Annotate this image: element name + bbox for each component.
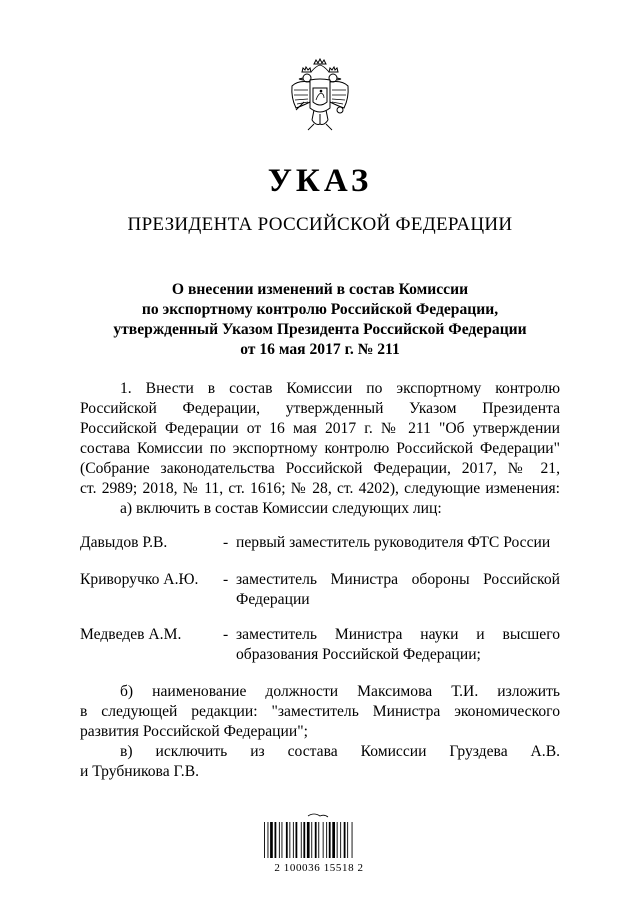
heading-line: О внесении изменений в состав Комиссии (171, 281, 469, 298)
person-name: Криворучко А.Ю. (80, 571, 199, 588)
barcode-bar (329, 822, 331, 858)
barcode-bar (318, 822, 319, 858)
paragraph-line: б) наименование должности Максимова Т.И. изложить (120, 683, 560, 700)
barcode-bar (344, 822, 346, 858)
paragraph-line: и Трубникова Г.В. (80, 763, 199, 780)
barcode-bar (296, 822, 298, 858)
barcode-bar (289, 822, 290, 858)
coat-of-arms-emblem (288, 58, 352, 144)
person-name: Давыдов Р.В. (80, 534, 168, 551)
paragraph-line: Российской Федерации, утвержденный Указом Президента (80, 400, 560, 417)
paragraph-line: ст. 2989; 2018, № 11, ст. 1616; № 28, ст. 4202), следующие изменения: (80, 480, 560, 497)
barcode-bar (264, 822, 265, 858)
paragraph-line: в следующей редакции: "заместитель Министра экономического (80, 703, 560, 720)
barcode-bar (337, 822, 338, 858)
barcode-bar (326, 822, 327, 858)
barcode-bar (340, 822, 341, 858)
paragraph-line: развития Российской Федерации"; (80, 723, 308, 740)
barcode-bar (352, 822, 353, 858)
person-name: Медведев А.М. (80, 626, 182, 643)
paragraph-line: 1. Внести в состав Комиссии по экспортному контролю (120, 380, 560, 397)
barcode-bar (286, 822, 288, 858)
barcode-bar (293, 822, 294, 858)
barcode-bar (301, 822, 302, 858)
person-position: первый заместитель руководителя ФТС России (236, 534, 551, 551)
barcode-bar (347, 822, 348, 858)
barcode-bar (311, 822, 312, 858)
paragraph-line: Российской Федерации от 16 мая 2017 г. № 211 "Об утверждении (80, 420, 560, 437)
person-position: заместитель Министра обороны Российской Федерации (236, 571, 560, 608)
heading-line: утвержденный Указом Президента Российской Федерации (113, 321, 527, 338)
barcode-bar (323, 822, 324, 858)
person-dash: - (223, 626, 229, 643)
barcode-number: 2 100036 15518 2 (274, 862, 364, 874)
barcode-bar (307, 822, 310, 858)
barcode-bar (303, 822, 305, 858)
russian-coat-of-arms-icon (288, 58, 352, 144)
barcode-bars (262, 812, 374, 860)
document-subtitle: ПРЕЗИДЕНТА РОССИЙСКОЙ ФЕДЕРАЦИИ (127, 214, 513, 235)
item-a: а) включить в состав Комиссии следующих лиц: (120, 500, 442, 517)
person-position: заместитель Министра науки и высшего образования Российской Федерации; (236, 626, 560, 663)
document-heading (80, 280, 560, 360)
barcode-bar (282, 822, 283, 858)
paragraph-line: в) исключить из состава Комиссии Груздева А.В. (120, 743, 560, 760)
paragraph-line: состава Комиссии по экспортному контролю Российской Федерации" (80, 440, 560, 457)
barcode-bar (279, 822, 280, 858)
paragraph-line: (Собрание законодательства Российской Федерации, 2017, № 21, (80, 460, 560, 477)
person-dash: - (223, 534, 229, 551)
document-title: УКАЗ (267, 163, 373, 199)
heading-line: по экспортному контролю Российской Федерации, (141, 301, 499, 318)
barcode-bar (275, 822, 277, 858)
item-c (80, 742, 560, 782)
barcode-bar (315, 822, 317, 858)
heading-line: от 16 мая 2017 г. № 211 (240, 341, 400, 358)
item-b (80, 682, 560, 742)
barcode-bar (332, 822, 335, 858)
barcode (262, 812, 374, 860)
paragraph-1 (80, 379, 560, 519)
person-dash: - (223, 571, 229, 588)
barcode-bar (268, 822, 269, 858)
barcode-bar (270, 822, 273, 858)
